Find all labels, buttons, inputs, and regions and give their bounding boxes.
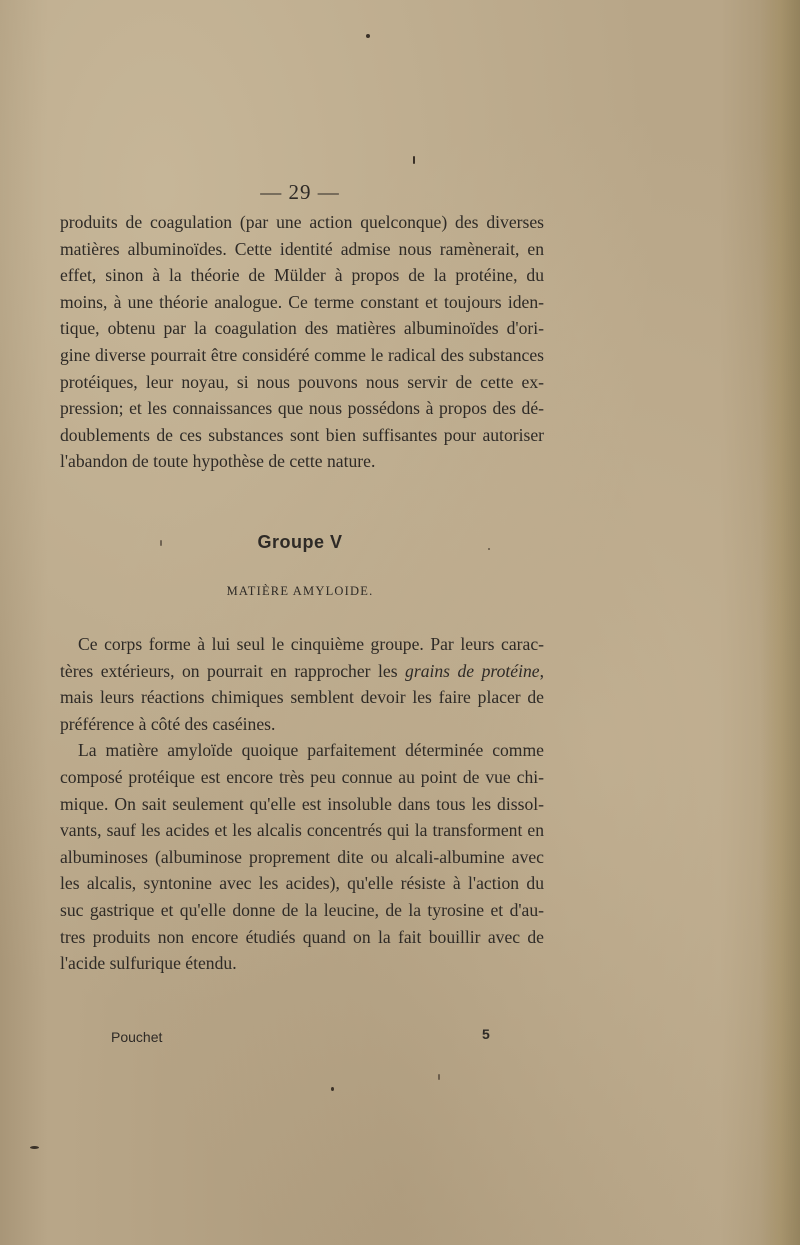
text-line: produits de coagulation (par une action quelconque) des diverses [60,212,544,232]
text-line: Ce corps forme à lui seul le cinquième groupe. Par leurs carac- [78,634,544,654]
text-line: mique. On sait seulement qu'elle est insoluble dans tous les dissol- [60,793,544,814]
text-line [60,658,544,685]
section-subheading: MATIÈRE AMYLOIDE. [226,584,374,598]
text-line: protéiques, leur noyau, si nous pouvons nous servir de cette ex- [60,371,544,392]
paper-speck [331,1087,334,1091]
paper-speck [488,548,490,550]
text-line: tres produits non encore étudiés quand on la fait bouillir avec de [60,926,544,947]
text-line: vants, sauf les acides et les alcalis concentrés qui la transforment en [60,820,544,841]
text-line: composé protéique est encore très peu connue au point de vue chi- [60,766,544,787]
text-line: albuminoses (albuminose proprement dite ou alcali-albumine avec [60,846,544,867]
text-line: suc gastrique et qu'elle donne de la leucine, de la tyrosine et d'au- [60,899,544,920]
text-line: La matière amyloïde quoique parfaitement déterminée comme [78,740,544,761]
text-line: l'abandon de toute hypothèse de cette nature. [60,451,376,472]
paper-speck [160,540,162,546]
text-run: tères extérieurs, on pourrait en rapprocher les [60,660,406,681]
signature-mark: 5 [482,1026,490,1042]
text-line: matières albuminoïdes. Cette identité admise nous ramènerait, en [60,238,544,259]
page-edge-stain [760,0,800,1245]
section-heading: Groupe V [257,532,343,552]
text-line: les alcalis, syntonine avec les acides), qu'elle résiste à l'action du [60,873,544,894]
page-number: — 29 — [260,180,340,204]
paragraph-continuation [60,209,544,475]
text-run: , [539,660,544,681]
italic-term: grains de protéine [405,660,540,681]
text-line: pression; et les connaissances que nous possédons à propos des dé- [60,398,544,419]
paper-speck [30,1146,39,1149]
text-line: doublements de ces substances sont bien suffisantes pour autoriser [60,424,544,445]
text-line: l'acide sulfurique étendu. [60,953,237,974]
paper-speck [413,156,415,164]
text-line: moins, à une théorie analogue. Ce terme constant et toujours iden- [60,291,544,312]
text-line: tique, obtenu par la coagulation des matières albuminoïdes d'ori- [60,318,544,339]
paper-speck [366,34,370,38]
paper-speck [438,1074,440,1080]
footer-author: Pouchet [111,1029,163,1045]
text-line: gine diverse pourrait être considéré comme le radical des substances [60,344,544,365]
text-line: mais leurs réactions chimiques semblent devoir les faire placer de [60,687,544,708]
section-body [60,631,544,977]
text-line: préférence à côté des caséines. [60,713,276,734]
text-line: effet, sinon à la théorie de Mülder à propos de la protéine, du [60,265,544,286]
